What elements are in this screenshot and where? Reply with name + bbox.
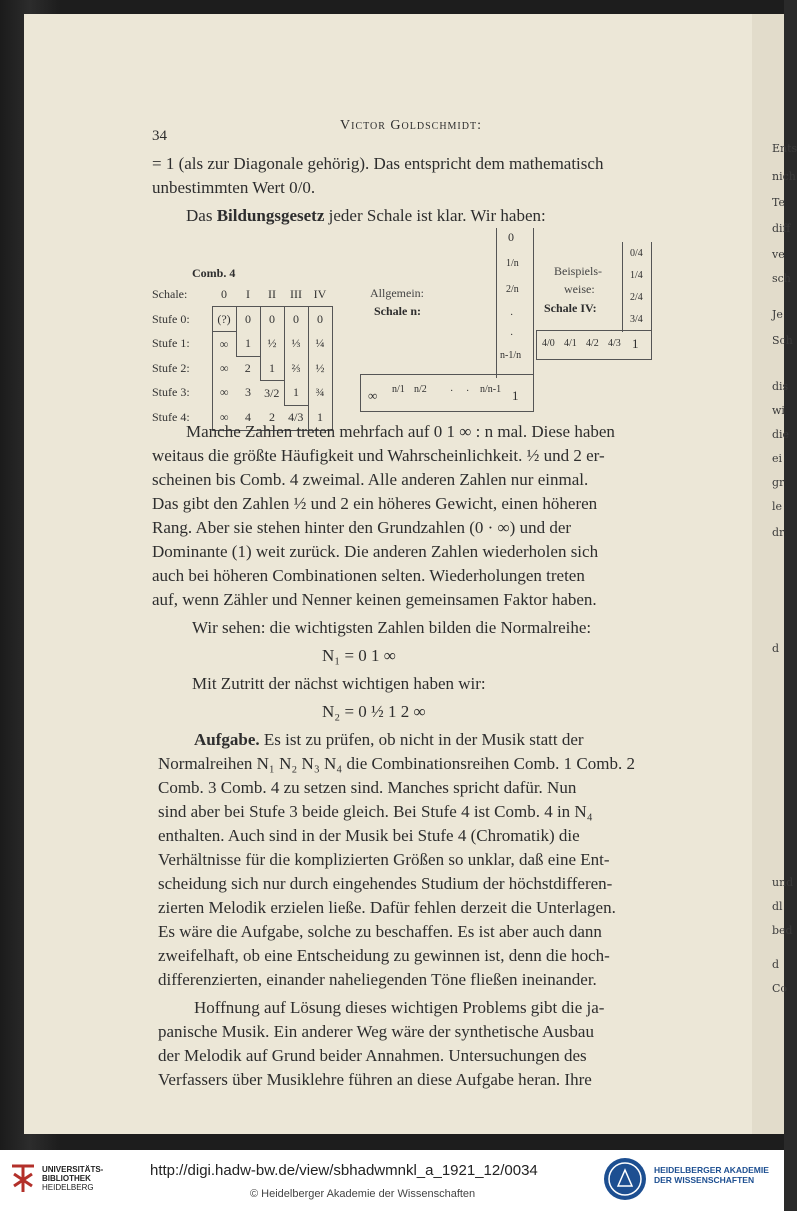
margin-fragment: sch [772, 272, 791, 285]
aufgabe-line: Es wäre die Aufgabe, solche zu beschaffen. Es ist aber auch dann [158, 922, 602, 941]
seal-emblem-icon [604, 1158, 646, 1200]
para1-line: Dominante (1) weit zurück. Die anderen Zahlen wiederholen sich [152, 542, 599, 561]
margin-fragment: dis [772, 380, 789, 393]
general-row-value: n/1 [392, 384, 405, 395]
table-cell: 0 [308, 307, 332, 332]
intro-line-2: unbestimmten Wert 0/0. [152, 178, 316, 197]
row-label: Stufe 4: [152, 410, 190, 424]
table-cell: ∞ [212, 356, 236, 381]
mit-zutritt: Mit Zutritt der nächst wichtigen haben wir: [192, 674, 486, 693]
library-name-line: BIBLIOTHEK [42, 1174, 91, 1183]
copyright-notice: © Heidelberger Akademie der Wissenschaften [250, 1188, 476, 1200]
hoffnung-line: Verfassers über Musiklehre führen an diese Aufgabe heran. Ihre [158, 1070, 592, 1089]
para1-line: Rang. Aber sie stehen hinter den Grundzahlen (0 · ∞) und der [152, 518, 572, 537]
aufgabe-line: scheidung sich nur durch eingehendes Studium der höchstdifferen- [158, 874, 613, 893]
table-cell: 4 [236, 405, 260, 430]
para1-line: auch bei höheren Combinationen selten. Wiederholungen treten [152, 566, 585, 585]
adjacent-page-margin [752, 14, 797, 1134]
hoffnung-line: Hoffnung auf Lösung dieses wichtigen Problems gibt die ja- [194, 998, 605, 1017]
viewer-footer [0, 1150, 784, 1211]
margin-fragment: Ents [772, 142, 797, 155]
row-label: Stufe 3: [152, 385, 190, 400]
table-cell: ∞ [212, 381, 236, 406]
table-header: 0 [221, 286, 227, 301]
table-cell: (?) [212, 307, 236, 332]
table-row [152, 332, 332, 357]
general-col-value: · [510, 330, 514, 341]
margin-fragment: d [772, 958, 780, 971]
table-cell: 2 [260, 405, 284, 430]
margin-fragment: gr [772, 476, 785, 489]
general-row-value: n/2 [414, 384, 427, 395]
example-row-value: 4/1 [564, 338, 577, 349]
table-cell: ∞ [212, 405, 236, 430]
page-number: 34 [152, 128, 167, 144]
margin-fragment: Te [772, 196, 785, 209]
table-cell: 2 [236, 356, 260, 381]
table-cell: 0 [284, 307, 308, 332]
aufgabe-line: zweifelhaft, ob eine Entscheidung zu gewinnen ist, denn die hoch- [158, 946, 610, 965]
margin-fragment: dl [772, 900, 783, 913]
margin-fragment: d [772, 642, 780, 655]
academy-name-line: DER WISSENSCHAFTEN [654, 1175, 755, 1185]
university-library-logo-icon [10, 1162, 36, 1196]
general-row-value: ∞ [368, 388, 378, 403]
general-schale-label: Schale n: [374, 304, 422, 318]
table-header: II [268, 286, 276, 301]
table-cell: ½ [308, 356, 332, 381]
para1-line: weitaus die größte Häufigkeit und Wahrscheinlichkeit. ½ und 2 er- [152, 446, 605, 465]
table-header: IV [313, 286, 327, 301]
comb-table-title: Comb. 4 [192, 266, 236, 280]
general-row-value: · [466, 386, 470, 397]
row-label: Stufe 2: [152, 360, 190, 375]
aufgabe-first-line [194, 730, 584, 750]
margin-fragment: Sch [772, 334, 793, 347]
normal-intro: Wir sehen: die wichtigsten Zahlen bilden die Normalreihe: [192, 618, 592, 637]
table-cell: ½ [260, 332, 284, 357]
table-cell: 1 [236, 332, 260, 357]
aufgabe-line: Comb. 3 Comb. 4 zu setzen sind. Manches spricht dafür. Nun [158, 778, 577, 797]
allgemein-label: Allgemein: [370, 286, 424, 300]
aufgabe-line: differenzierten, einander naheliegenden Töne fließen ineinander. [158, 970, 597, 989]
table-row [152, 307, 332, 332]
margin-fragment: und [772, 876, 794, 889]
general-col-value: 0 [508, 230, 514, 244]
text-run: Das [186, 206, 213, 225]
margin-fragment: dr [772, 526, 785, 539]
general-scheme [360, 228, 550, 402]
table-header: III [290, 286, 302, 301]
table-cell: ¾ [308, 381, 332, 406]
example-row-value: 1 [632, 336, 639, 351]
formula-n2: N₂ = 0 ½ 1 2 ∞ [322, 702, 426, 721]
margin-fragment: ve [772, 248, 785, 261]
table-cell: 4/3 [284, 405, 308, 430]
library-name-line: HEIDELBERG [42, 1183, 94, 1192]
general-row-value: n/n-1 [480, 384, 502, 395]
beispiels-label: Beispiels- [554, 264, 602, 278]
table-cell: 1 [308, 405, 332, 430]
example-col-value: 1/4 [630, 270, 643, 281]
hoffnung-line: panische Musik. Ein anderer Weg wäre der synthetische Ausbau [158, 1022, 594, 1041]
example-schale-label: Schale IV: [544, 301, 597, 315]
example-col-value: 2/4 [630, 292, 643, 303]
aufgabe-line: enthalten. Auch sind in der Musik bei Stufe 4 (Chromatik) die [158, 826, 580, 845]
library-name [42, 1165, 103, 1192]
text-run: jeder Schale ist klar. Wir haben: [328, 206, 546, 225]
table-cell: ⅓ [284, 332, 308, 357]
intro-line-3 [186, 206, 546, 226]
bildungsgesetz-term: Bildungsgesetz [216, 206, 325, 225]
comb-header-row [152, 282, 332, 307]
hoffnung-line: der Melodik auf Grund beider Annahmen. Untersuchungen des [158, 1046, 587, 1065]
intro-line-1: = 1 (als zur Diagonale gehörig). Das entspricht dem mathematisch [152, 154, 604, 173]
general-col-value: · [510, 310, 514, 321]
table-cell: 0 [236, 307, 260, 332]
margin-fragment: diff [772, 222, 791, 235]
row-label: Stufe 0: [152, 311, 190, 326]
general-row-value: · [450, 386, 454, 397]
academy-name [654, 1165, 769, 1185]
formula-n1: N₁ = 0 1 ∞ [322, 646, 396, 665]
para1-line: Manche Zahlen treten mehrfach auf 0 1 ∞ : n mal. Diese haben [186, 422, 615, 441]
example-row-value: 4/2 [586, 338, 599, 349]
aufgabe-line: zierten Melodik erzielen ließe. Dafür fehlen derzeit die Unterlagen. [158, 898, 616, 917]
margin-fragment: Co [772, 982, 788, 995]
example-row-value: 4/3 [608, 338, 621, 349]
general-row-value: 1 [512, 388, 519, 403]
academy-name-line: HEIDELBERGER AKADEMIE [654, 1165, 769, 1175]
table-cell: ¼ [308, 332, 332, 357]
margin-fragment: wi [772, 404, 785, 417]
weise-label: weise: [564, 282, 595, 296]
general-col-value: 1/n [506, 258, 519, 269]
aufgabe-line: Verhältnisse für die komplizierten Größen so unklar, daß eine Ent- [158, 850, 610, 869]
text-run: Es ist zu prüfen, ob nicht in der Musik statt der [263, 730, 584, 749]
table-cell: 3 [245, 385, 251, 400]
permalink-url[interactable]: http://digi.hadw-bw.de/view/sbhadwmnkl_a_1921_12/0034 [150, 1162, 538, 1179]
table-header: I [246, 286, 250, 301]
aufgabe-heading: Aufgabe. [194, 730, 260, 749]
comb-table [152, 282, 333, 431]
aufgabe-line: sind aber bei Stufe 3 beide gleich. Bei Stufe 4 ist Comb. 4 in N₄ [158, 802, 593, 821]
example-col-value: 0/4 [630, 248, 643, 259]
margin-fragment: Je [772, 308, 783, 321]
para1-line: auf, wenn Zähler und Nenner keinen gemeinsamen Faktor haben. [152, 590, 597, 609]
table-cell: ∞ [212, 332, 236, 357]
aufgabe-line: Normalreihen N₁ N₂ N₃ N₄ die Combinationsreihen Comb. 1 Comb. 2 [158, 754, 635, 773]
table-cell: 1 [284, 381, 308, 406]
library-name-line: UNIVERSITÄTS- [42, 1165, 104, 1174]
row-label: Stufe 1: [152, 336, 190, 351]
book-page [24, 14, 752, 1134]
academy-seal-icon [604, 1158, 646, 1200]
margin-fragment: ei [772, 452, 783, 465]
example-scheme [536, 242, 656, 362]
general-row-box [360, 374, 534, 412]
margin-fragment: die [772, 428, 790, 441]
general-col-value: 2/n [506, 284, 519, 295]
para1-line: Das gibt den Zahlen ½ und 2 ein höheres Gewicht, einen höheren [152, 494, 598, 513]
table-cell: 0 [260, 307, 284, 332]
example-row-value: 4/0 [542, 338, 555, 349]
table-header: Schale: [152, 286, 188, 301]
example-col-value: 3/4 [630, 314, 643, 325]
table-row [152, 381, 332, 406]
margin-fragment: nich [772, 170, 796, 183]
table-cell: 1 [260, 356, 284, 381]
running-head: Victor Goldschmidt: [340, 118, 482, 133]
margin-fragment: bed [772, 924, 793, 937]
general-col-value: n-1/n [500, 350, 522, 361]
margin-fragment: le [772, 500, 783, 513]
table-row [152, 356, 332, 381]
table-cell: ⅔ [284, 356, 308, 381]
para1-line: scheinen bis Comb. 4 zweimal. Alle anderen Zahlen nur einmal. [152, 470, 589, 489]
table-cell: 3/2 [260, 381, 284, 406]
